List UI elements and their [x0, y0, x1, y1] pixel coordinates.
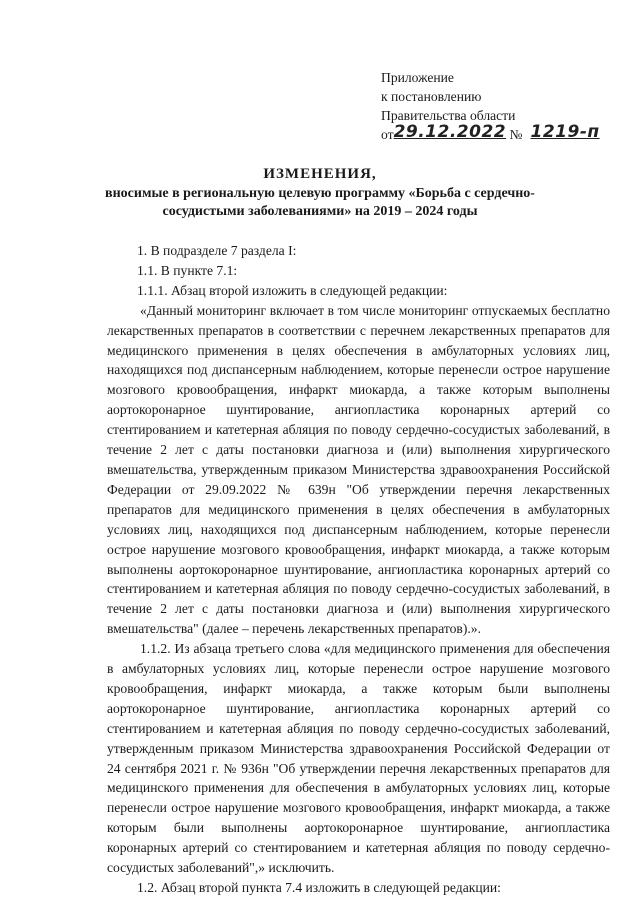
appendix-block [381, 68, 600, 144]
appendix-line-3: Правительства области [381, 108, 516, 123]
handwritten-number: 1219-п [530, 122, 600, 142]
paragraph-1-1: 1.1. В пункте 7.1: [137, 262, 238, 278]
document-title [80, 165, 560, 221]
document-body [107, 241, 610, 898]
number-prefix: № [509, 127, 523, 142]
paragraph-1-2: 1.2. Абзац второй пункта 7.4 изложить в следующей редакции: [137, 880, 501, 895]
title-main: ИЗМЕНЕНИЯ, [263, 166, 377, 182]
quoted-paragraph: «Данный мониторинг включает в том числе мониторинг отпускаемых бесплатно лекарственных препаратов в соответствии с перечнем лекарственных препаратов для медицинского применения в целях обеспечения в амбулаторных условиях лиц, находящихся под диспансерным наблюдением, которые перенесли острое нарушение мозгового кровообращения, инфаркт миокарда, а также которым выполнены аортокоронарное шунтирование, ангиопластика коронарных артерий со стентированием и катетерная абляция по поводу сердечно-сосудистых заболеваний, в течение 2 лет с даты постановки диагноза и (или) выполнения хирургического вмешательства, утвержденным приказом Министерства здравоохранения Российской Федерации от 29.09.2022 № 639н "Об утверждении перечня лекарственных препаратов для медицинского применения в целях обеспечения в амбулаторных условиях лиц, находящихся под диспансерным наблюдением, которые перенесли острое нарушение мозгового кровообращения, инфаркт миокарда, а также которым выполнены аортокоронарное шунтирование, ангиопластика коронарных артерий со стентированием и катетерная абляция по поводу сердечно-сосудистых заболеваний, в течение 2 лет с даты постановки диагноза и (или) выполнения хирургического вмешательства" (далее – перечень лекарственных препаратов).». [107, 302, 610, 637]
paragraph-1-1-1: 1.1.1. Абзац второй изложить в следующей редакции: [137, 282, 448, 298]
appendix-date-line [381, 122, 600, 144]
appendix-line-1: Приложение [381, 70, 454, 85]
appendix-line-2: к постановлению [381, 89, 482, 104]
date-prefix: от [381, 127, 394, 142]
paragraph-1-1-2: 1.1.2. Из абзаца третьего слова «для медицинского применения для обеспечения в амбулаторных условиях лиц, которые перенесли острое нарушение мозгового кровообращения, инфаркт миокарда, а также которым были выполнены аортокоронарное шунтирование, ангиопластика коронарных артерий со стентированием и катетерная абляция по поводу сердечно-сосудистых заболеваний, утвержденным приказом Министерства здравоохранения Российской Федерации от 24 сентября 2021 г. № 936н "Об утверждении перечня лекарственных препаратов для медицинского применения для обеспечения в амбулаторных условиях лиц, которые перенесли острое нарушение мозгового кровообращения, инфаркт миокарда, а также которым были выполнены аортокоронарное шунтирование, ангиопластика коронарных артерий со стентированием и катетерная абляция по поводу сердечно-сосудистых заболеваний",» исключить. [107, 641, 610, 876]
title-subtitle: вносимые в региональную целевую программу «Борьба с сердечно-сосудистыми заболеваниями» на 2019 – 2024 годы [105, 186, 535, 219]
paragraph-1: 1. В подразделе 7 раздела I: [137, 243, 297, 258]
handwritten-date: 29.12.2022 [393, 122, 507, 142]
